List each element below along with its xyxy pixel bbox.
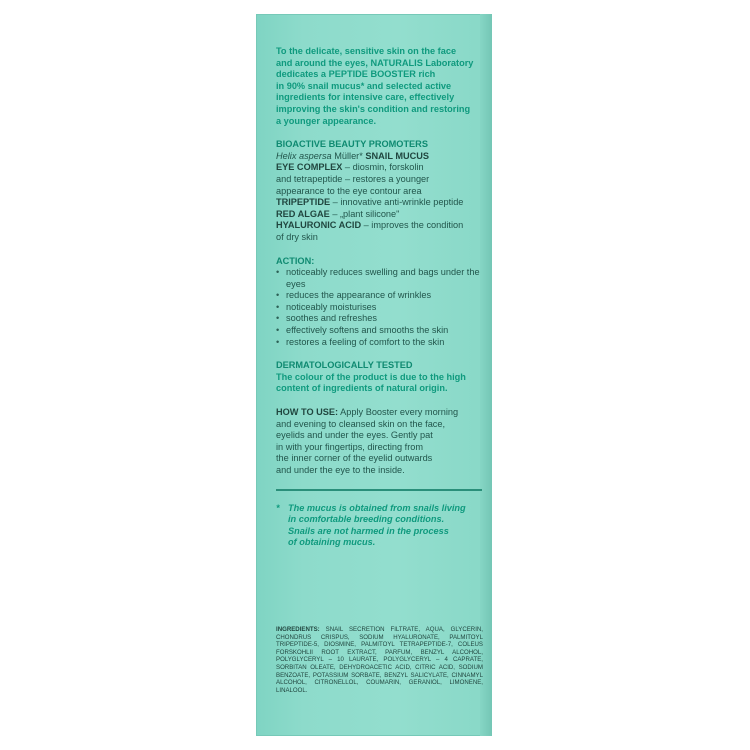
ingredients-block <box>276 626 483 694</box>
bioactive-title: BIOACTIVE BEAUTY PROMOTERS <box>276 139 428 150</box>
eye-complex-desc: – diosmin, forskolin <box>342 162 424 173</box>
intro-line: and around the eyes, NATURALIS Laboratory <box>276 57 474 68</box>
action-list <box>276 267 482 348</box>
tripeptide-label: TRIPEPTIDE <box>276 197 331 208</box>
howto-text: Apply Booster every morning <box>338 407 459 418</box>
red-algae-desc: – „plant silicone" <box>329 208 400 219</box>
hyaluronic-line <box>276 220 482 232</box>
hyaluronic-desc-line: of dry skin <box>276 231 318 242</box>
howto-line: the inner corner of the eyelid outwards <box>276 453 433 464</box>
intro-line: To the delicate, sensitive skin on the face <box>276 46 457 56</box>
eye-complex-label: EYE COMPLEX <box>276 162 343 173</box>
action-item: • reduces the appearance of wrinkles <box>276 290 482 302</box>
derm-line: The colour of the product is due to the high <box>276 371 466 382</box>
footnote-line: of obtaining mucus. <box>288 537 376 548</box>
footnote-line: The mucus is obtained from snails living <box>288 502 466 513</box>
intro-line: a younger appearance. <box>276 115 377 126</box>
eye-complex-line <box>276 162 482 174</box>
footnote-line: in comfortable breeding conditions. <box>288 514 445 525</box>
howto-label: HOW TO USE: <box>276 407 339 418</box>
eye-complex-desc-line: and tetrapeptide – restores a younger <box>276 173 430 184</box>
hyaluronic-label: HYALURONIC ACID <box>276 220 362 231</box>
derm-section <box>276 360 482 395</box>
footnote-asterisk: * <box>276 502 280 513</box>
action-item: • restores a feeling of comfort to the skin <box>276 337 482 349</box>
snail-mucus-line <box>276 151 482 163</box>
action-item: • noticeably moisturises <box>276 302 482 314</box>
eye-complex-desc-line: appearance to the eye contour area <box>276 185 422 196</box>
footnote <box>276 503 482 549</box>
ingredients-label: INGREDIENTS: <box>276 626 320 633</box>
howto-section <box>276 407 482 477</box>
intro-line: improving the skin's condition and restoring <box>276 103 471 114</box>
derm-title: DERMATOLOGICALLY TESTED <box>276 360 413 371</box>
howto-line: eyelids and under the eyes. Gently pat <box>276 430 433 441</box>
footnote-line: Snails are not harmed in the process <box>288 525 449 536</box>
derm-line: content of ingredients of natural origin. <box>276 383 448 394</box>
howto-line: and evening to cleansed skin on the face, <box>276 418 446 429</box>
helix-author: Müller* <box>331 150 366 161</box>
action-item: • noticeably reduces swelling and bags under the eyes <box>276 267 482 290</box>
intro-paragraph <box>276 46 482 127</box>
box-text-panel <box>276 46 482 549</box>
bioactive-section <box>276 139 482 243</box>
howto-first-line <box>276 407 482 419</box>
section-divider <box>276 489 482 491</box>
tripeptide-line <box>276 197 482 209</box>
ingredients-list: SNAIL SECRETION FILTRATE, AQUA, GLYCERIN, CHONDRUS CRISPUS, SODIUM HYALURONATE, PALMITOYL TRIPEPTIDE-5, DIOSMINE, PALMITOYL TETRAPEPTIDE-7, COLEUS FORSKOHLII ROOT EXTRACT, PARFUM, BENZYL ALCOHOL, POLYGLYCERYL – 10 LAURATE, POLYGLYCERYL – 4 CAPRATE, SORBITAN OLEATE, DEHYDROACETIC ACID, CITRIC ACID, SODIUM BENZOATE, POTASSIUM SORBATE, BENZYL SALICYLATE, CINNAMYL ALCOHOL, CITRONELLOL, COUMARIN, GERANIOL, LIMONENE, LINALOOL. <box>276 626 483 694</box>
hyaluronic-desc: – improves the condition <box>361 220 464 231</box>
snail-mucus-label: SNAIL MUCUS <box>365 150 430 161</box>
intro-line: ingredients for intensive care, effectively <box>276 92 455 103</box>
helix-species: Helix aspersa <box>276 150 332 161</box>
action-item: • effectively softens and smooths the skin <box>276 325 482 337</box>
howto-line: in with your fingertips, directing from <box>276 441 424 452</box>
red-algae-line <box>276 209 482 221</box>
intro-line: dedicates a PEPTIDE BOOSTER rich <box>276 69 436 80</box>
howto-line: and under the eye to the inside. <box>276 465 405 475</box>
red-algae-label: RED ALGAE <box>276 208 330 219</box>
tripeptide-desc: – innovative anti-wrinkle peptide <box>330 197 464 208</box>
action-item: • soothes and refreshes <box>276 313 482 325</box>
action-title: ACTION: <box>276 255 315 266</box>
intro-line: in 90% snail mucus* and selected active <box>276 80 452 91</box>
footnote-text <box>288 503 466 549</box>
